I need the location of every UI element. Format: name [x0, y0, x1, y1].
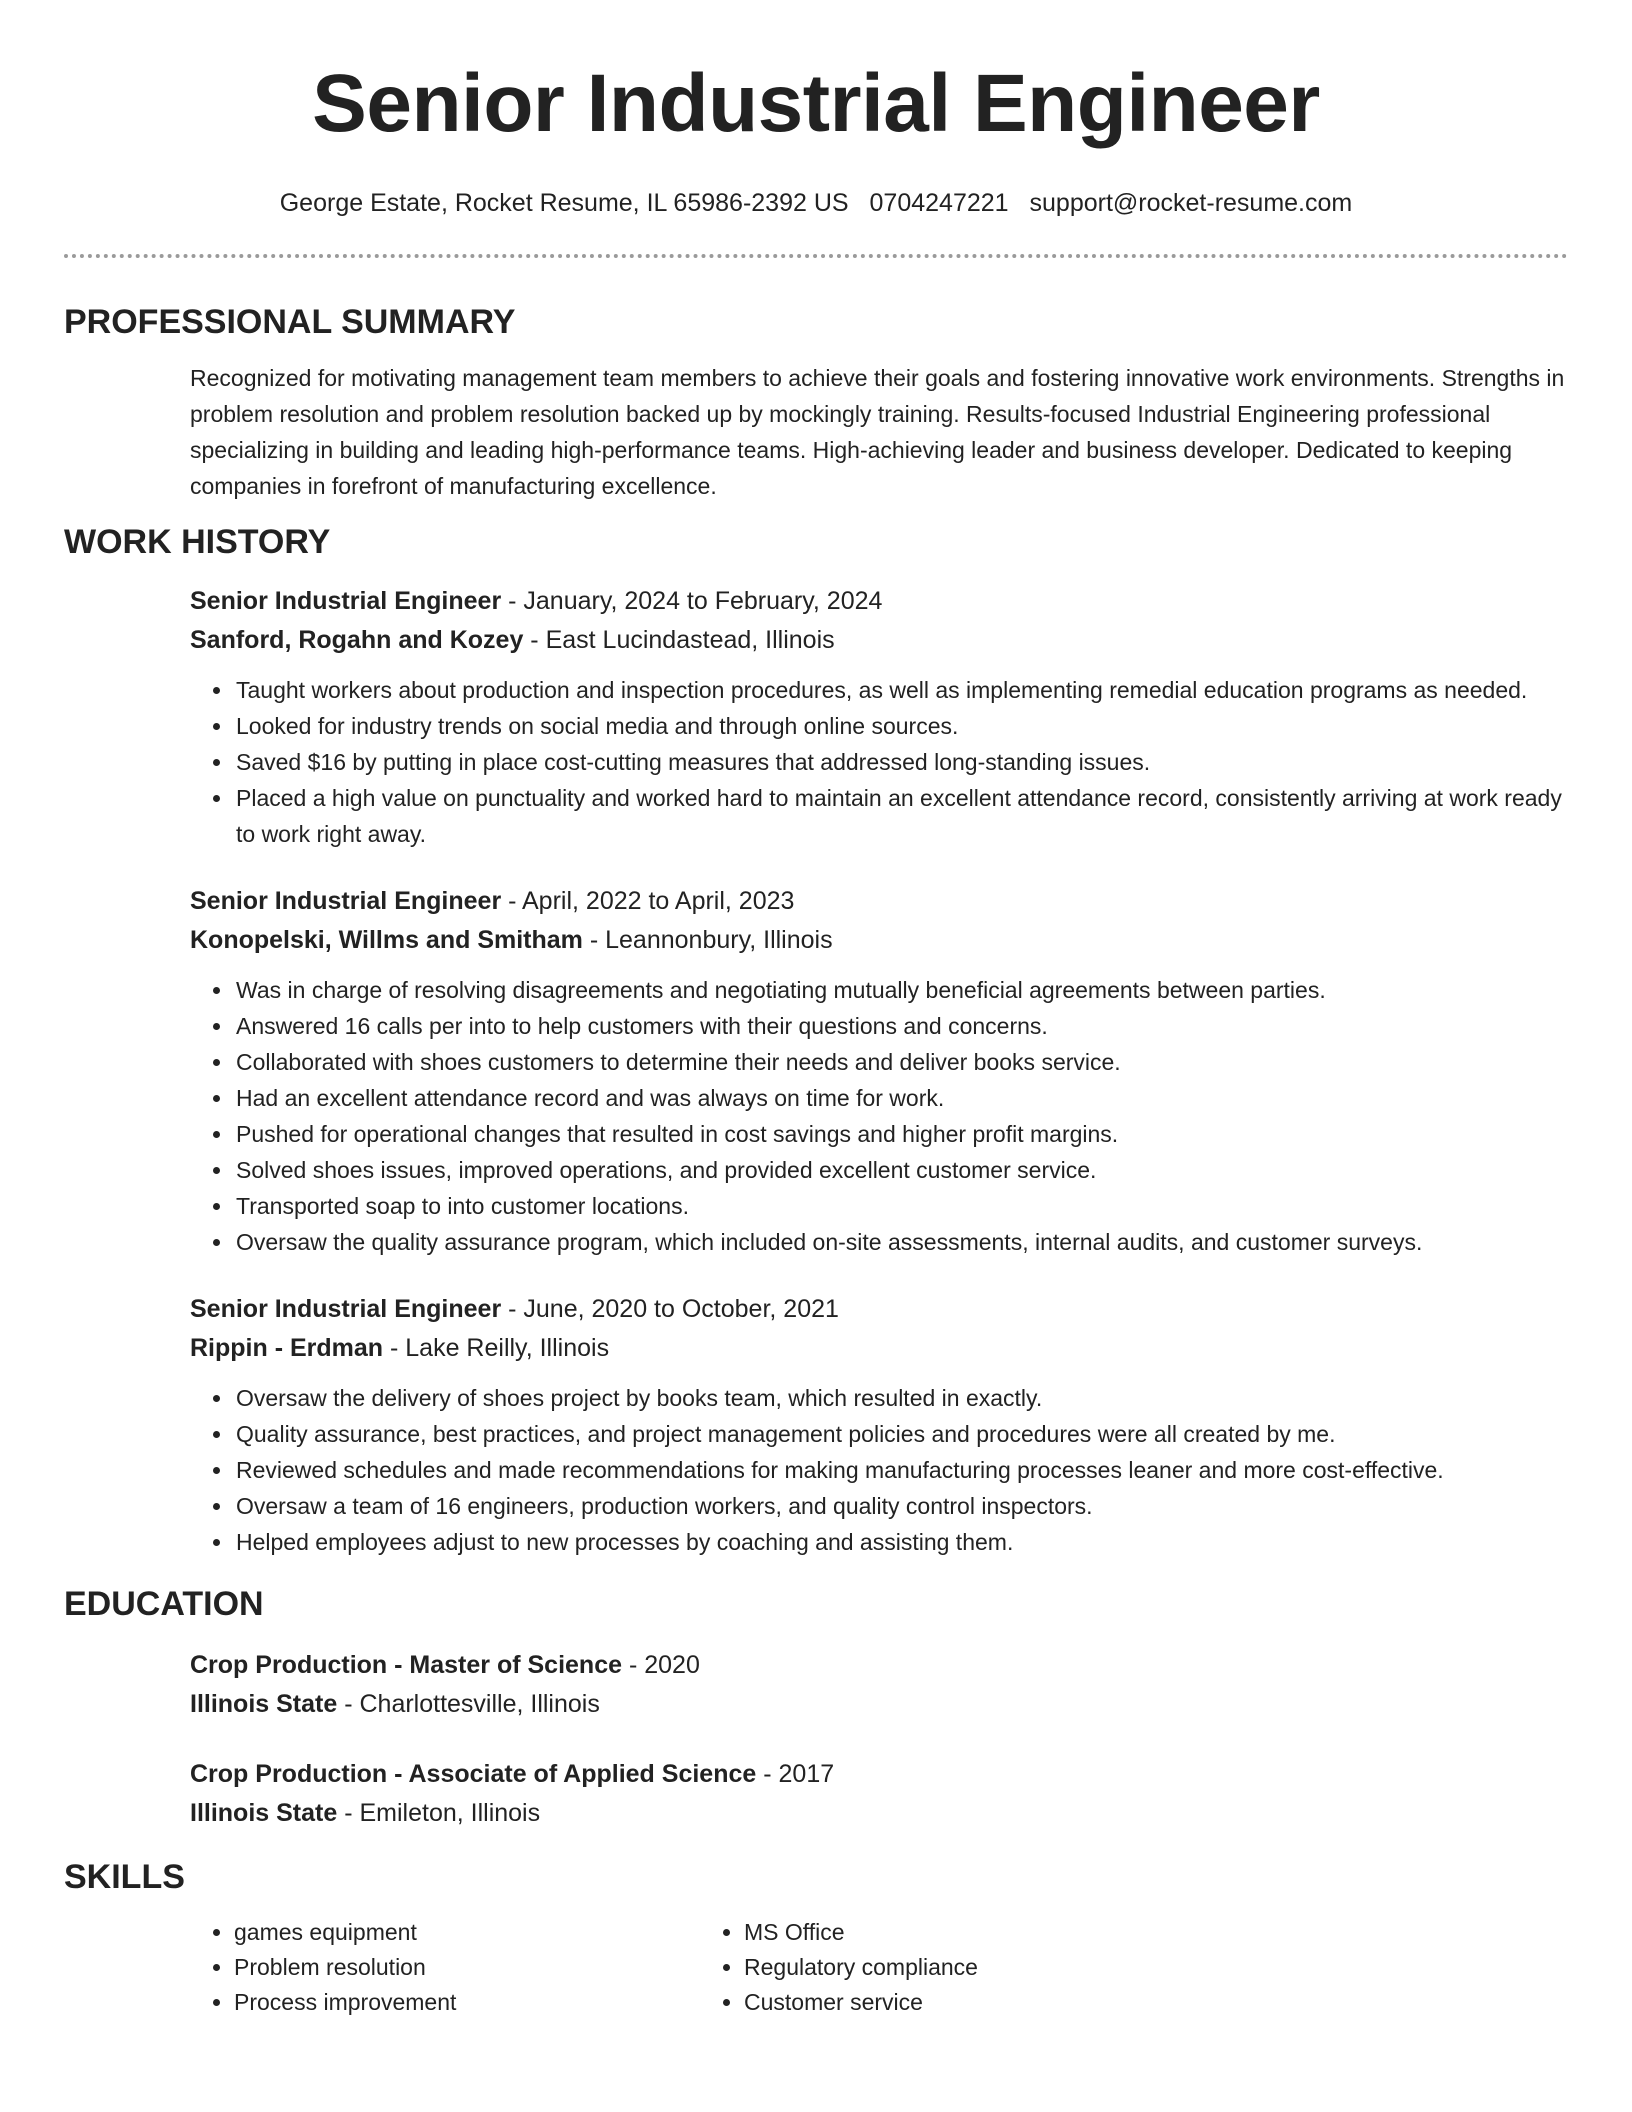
education-degree-line [190, 1755, 1568, 1794]
education-entry [64, 1646, 1568, 1724]
contact-phone: 0704247221 [869, 189, 1009, 217]
contact-address: George Estate, Rocket Resume, IL 65986-2392 US [279, 189, 849, 217]
job-role-line [190, 582, 1568, 621]
job-dates: - April, 2022 to April, 2023 [501, 887, 795, 915]
education-school: Illinois State [190, 1690, 338, 1718]
list-item: • Oversaw the quality assurance program, which included on-site assessments, internal audits, and customer surveys. [234, 1224, 1568, 1260]
job-company-line [190, 621, 1568, 660]
list-item: • games equipment [234, 1915, 574, 1950]
list-item: • Was in charge of resolving disagreements and negotiating mutually beneficial agreements between parties. [234, 972, 1568, 1008]
job-bullets [64, 672, 1568, 852]
education-location: - Charlottesville, Illinois [337, 1690, 600, 1718]
education-school-line [190, 1685, 1568, 1724]
education-year: - 2020 [622, 1651, 700, 1679]
list-item: • Placed a high value on punctuality and worked hard to maintain an excellent attendance record, consistently arriving at work ready to work right away. [234, 780, 1568, 852]
job-location: - Leannonbury, Illinois [582, 926, 833, 954]
list-item: • Collaborated with shoes customers to determine their needs and deliver books service. [234, 1044, 1568, 1080]
education-school: Illinois State [190, 1799, 338, 1827]
list-item: • Regulatory compliance [744, 1950, 1302, 1985]
list-item: • Transported soap to into customer locations. [234, 1188, 1568, 1224]
job-entry [64, 1290, 1568, 1560]
list-item: • Had an excellent attendance record and was always on time for work. [234, 1080, 1568, 1116]
job-entry [64, 882, 1568, 1260]
education-degree: Crop Production - Master of Science [190, 1651, 623, 1679]
resume-title: Senior Industrial Engineer [312, 58, 1320, 149]
job-bullets [64, 1380, 1568, 1560]
skills-list [64, 1915, 1568, 2020]
job-dates: - June, 2020 to October, 2021 [501, 1295, 839, 1323]
job-location: - Lake Reilly, Illinois [383, 1334, 610, 1362]
list-item: • Quality assurance, best practices, and project management policies and procedures were all created by me. [234, 1416, 1568, 1452]
job-entry [64, 582, 1568, 852]
job-bullets [64, 972, 1568, 1260]
skills-column-right [702, 1915, 1302, 2020]
job-dates: - January, 2024 to February, 2024 [501, 587, 883, 615]
education-degree-line [190, 1646, 1568, 1685]
job-company: Rippin - Erdman [190, 1334, 384, 1362]
job-location: - East Lucindastead, Illinois [523, 626, 835, 654]
job-role: Senior Industrial Engineer [190, 887, 502, 915]
job-company-line [190, 921, 1568, 960]
contact-email: support@rocket-resume.com [1029, 189, 1353, 217]
summary-heading: PROFESSIONAL SUMMARY [64, 303, 516, 341]
job-role-line [190, 1290, 1568, 1329]
skills-heading: SKILLS [64, 1858, 185, 1896]
list-item: • Customer service [744, 1985, 1302, 2020]
education-location: - Emileton, Illinois [337, 1799, 541, 1827]
work-history-heading: WORK HISTORY [64, 523, 331, 561]
contact-line [64, 188, 1568, 218]
job-role: Senior Industrial Engineer [190, 1295, 502, 1323]
job-role: Senior Industrial Engineer [190, 587, 502, 615]
list-item: • Saved $16 by putting in place cost-cutting measures that addressed long-standing issues. [234, 744, 1568, 780]
education-year: - 2017 [756, 1760, 835, 1788]
job-company-line [190, 1329, 1568, 1368]
education-degree: Crop Production - Associate of Applied Science [190, 1760, 757, 1788]
education-heading: EDUCATION [64, 1585, 264, 1623]
list-item: • Looked for industry trends on social media and through online sources. [234, 708, 1568, 744]
list-item: • Solved shoes issues, improved operations, and provided excellent customer service. [234, 1152, 1568, 1188]
list-item: • Oversaw a team of 16 engineers, production workers, and quality control inspectors. [234, 1488, 1568, 1524]
list-item: • Helped employees adjust to new processes by coaching and assisting them. [234, 1524, 1568, 1560]
job-role-line [190, 882, 1568, 921]
list-item: • Problem resolution [234, 1950, 574, 1985]
job-company: Konopelski, Willms and Smitham [190, 926, 583, 954]
education-school-line [190, 1794, 1568, 1833]
list-item: • Pushed for operational changes that resulted in cost savings and higher profit margins. [234, 1116, 1568, 1152]
list-item: • Answered 16 calls per into to help customers with their questions and concerns. [234, 1008, 1568, 1044]
job-company: Sanford, Rogahn and Kozey [190, 626, 524, 654]
header-divider [64, 254, 1568, 258]
list-item: • MS Office [744, 1915, 1302, 1950]
list-item: • Reviewed schedules and made recommendations for making manufacturing processes leaner and more cost-effective. [234, 1452, 1568, 1488]
skills-column-left [64, 1915, 574, 2020]
list-item: • Process improvement [234, 1985, 574, 2020]
list-item: • Oversaw the delivery of shoes project by books team, which resulted in exactly. [234, 1380, 1568, 1416]
summary-text: Recognized for motivating management team members to achieve their goals and fostering innovative work environments. Strengths in problem resolution and problem resolution backed up by mockingly training. Results-focused Industrial Engineering professional specializing in building and leading high-performance teams. High-achieving leader and business developer. Dedicated to keeping companies in forefront of manufacturing excellence. [190, 365, 1565, 499]
list-item: • Taught workers about production and inspection procedures, as well as implementing remedial education programs as needed. [234, 672, 1568, 708]
education-entry [64, 1755, 1568, 1833]
